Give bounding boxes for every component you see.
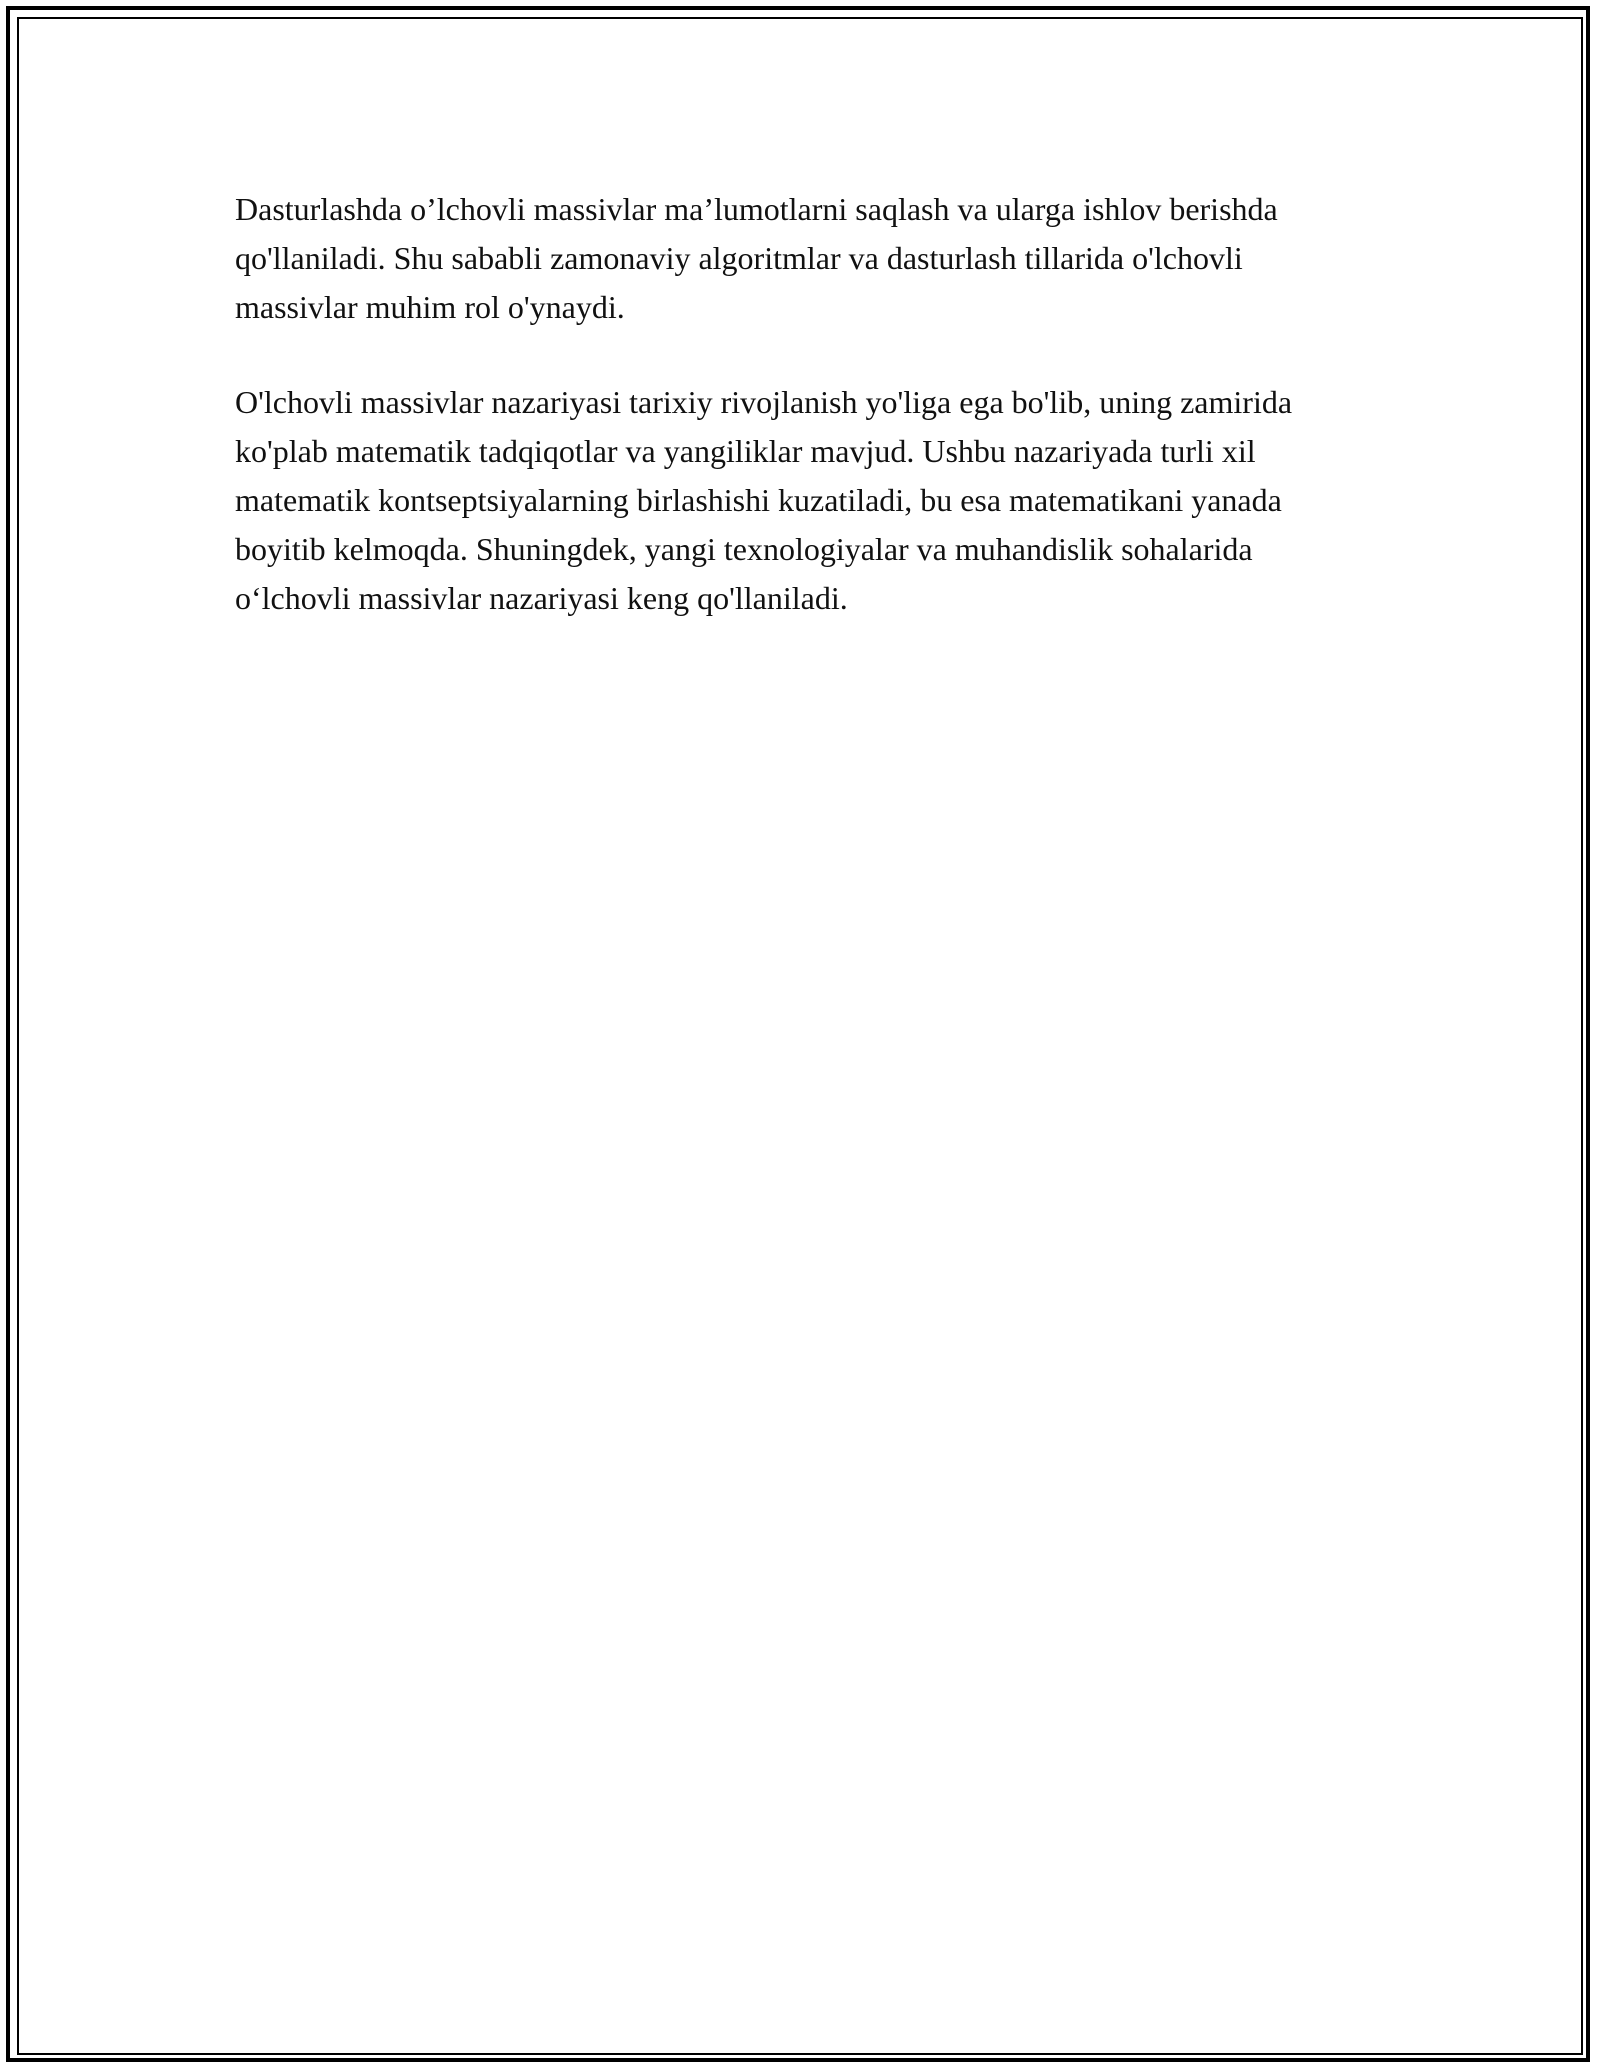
paragraph-2: O'lchovli massivlar nazariyasi tarixiy rivojlanish yo'liga ega bo'lib, uning zamirida ko'plab matematik tadqiqotlar va yangiliklar mavjud. Ushbu nazariyada turli xil matematik kontseptsiyalarning birlashishi kuzatiladi, bu esa matematikani yanada boyitib kelmoqda. Shuningdek, yangi texnologiyalar va muhandislik sohalarida o‘lchovli massivlar nazariyasi keng qo'llaniladi. bbox=[235, 384, 1293, 616]
paragraph-1: Dasturlashda o’lchovli massivlar ma’lumotlarni saqlash va ularga ishlov berishda qo'llaniladi. Shu sababli zamonaviy algoritmlar va dasturlash tillarida o'lchovli massivlar muhim rol o'ynaydi. bbox=[235, 191, 1278, 325]
document-body bbox=[235, 185, 1365, 669]
